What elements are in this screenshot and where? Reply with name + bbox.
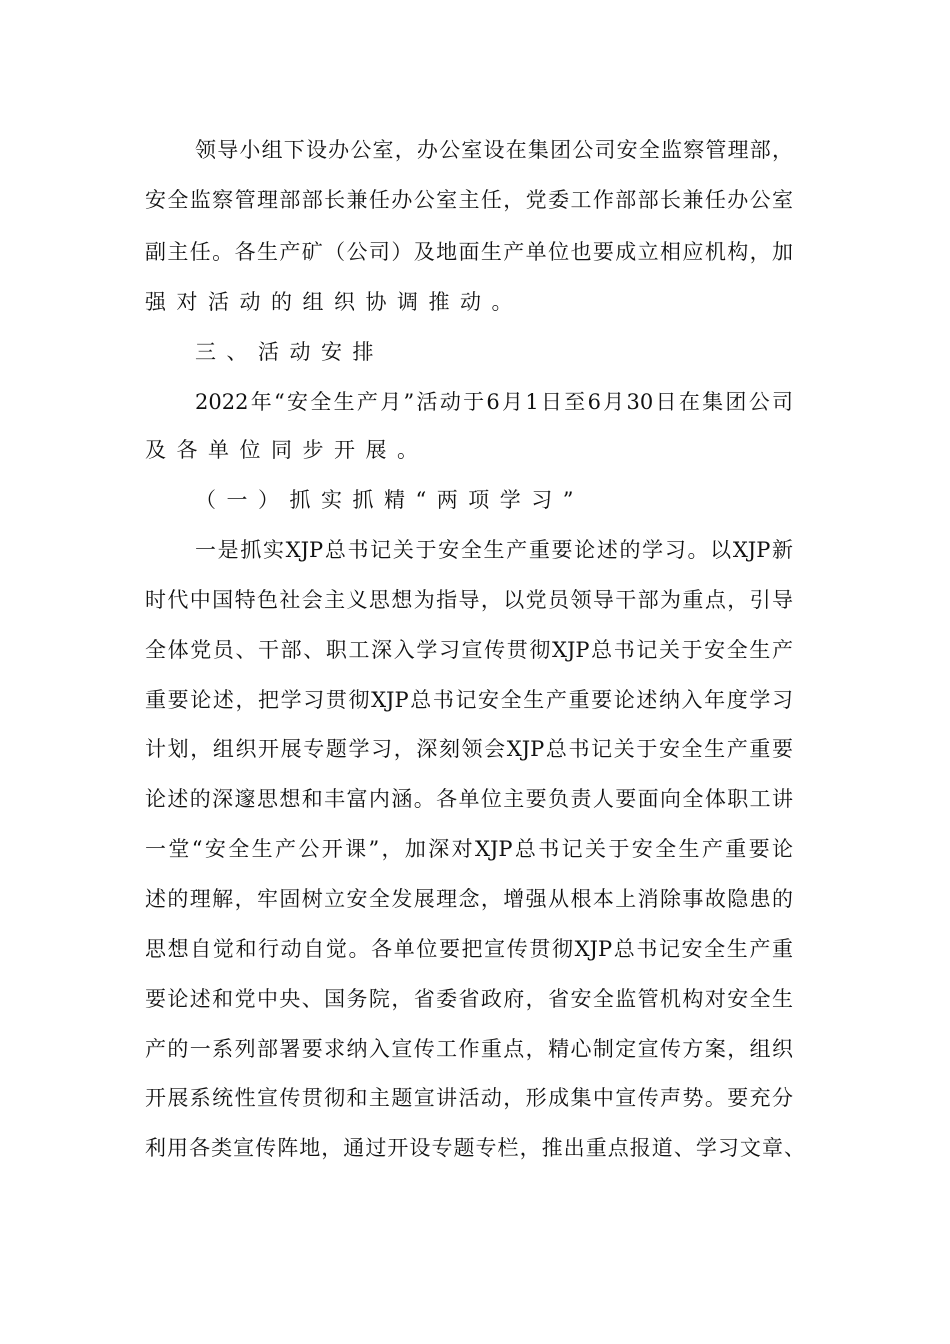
text-line: 领导小组下设办公室，办公室设在集团公司安全监察管理部，	[195, 138, 793, 162]
text-line: 思想自觉和行动自觉。各单位要把宣传贯彻XJP总书记安全生产重	[145, 937, 793, 961]
text-line: 要论述和党中央、国务院，省委省政府，省安全监管机构对安全生	[145, 987, 793, 1011]
text-line: 全体党员、干部、职工深入学习宣传贯彻XJP总书记关于安全生产	[145, 638, 793, 662]
text-line: 一堂“安全生产公开课”，加深对XJP总书记关于安全生产重要论	[145, 837, 793, 861]
text-line: 述的理解，牢固树立安全发展理念，增强从根本上消除事故隐患的	[145, 887, 793, 911]
heading-two-studies: （一）抓实抓精“两项学习”	[195, 488, 584, 512]
text-line: 强对活动的组织协调推动。	[145, 290, 523, 314]
text-line: 时代中国特色社会主义思想为指导，以党员领导干部为重点，引导	[145, 588, 793, 612]
text-line: 一是抓实XJP总书记关于安全生产重要论述的学习。以XJP新	[195, 538, 793, 562]
heading-activity-arrangement: 三、活动安排	[195, 340, 384, 364]
text-line: 论述的深邃思想和丰富内涵。各单位主要负责人要面向全体职工讲	[145, 787, 793, 811]
text-line: 副主任。各生产矿（公司）及地面生产单位也要成立相应机构，加	[145, 240, 793, 264]
text-line: 开展系统性宣传贯彻和主题宣讲活动，形成集中宣传声势。要充分	[145, 1086, 793, 1110]
text-line: 重要论述，把学习贯彻XJP总书记安全生产重要论述纳入年度学习	[145, 688, 793, 712]
text-line: 及各单位同步开展。	[145, 438, 429, 462]
text-line: 计划，组织开展专题学习，深刻领会XJP总书记关于安全生产重要	[145, 737, 793, 761]
text-line: 安全监察管理部部长兼任办公室主任，党委工作部部长兼任办公室	[145, 188, 793, 212]
text-line: 产的一系列部署要求纳入宣传工作重点，精心制定宣传方案，组织	[145, 1037, 793, 1061]
text-line: 2022年“安全生产月”活动于6月1日至6月30日在集团公司	[195, 390, 793, 414]
text-line: 利用各类宣传阵地，通过开设专题专栏，推出重点报道、学习文章、	[145, 1136, 805, 1160]
